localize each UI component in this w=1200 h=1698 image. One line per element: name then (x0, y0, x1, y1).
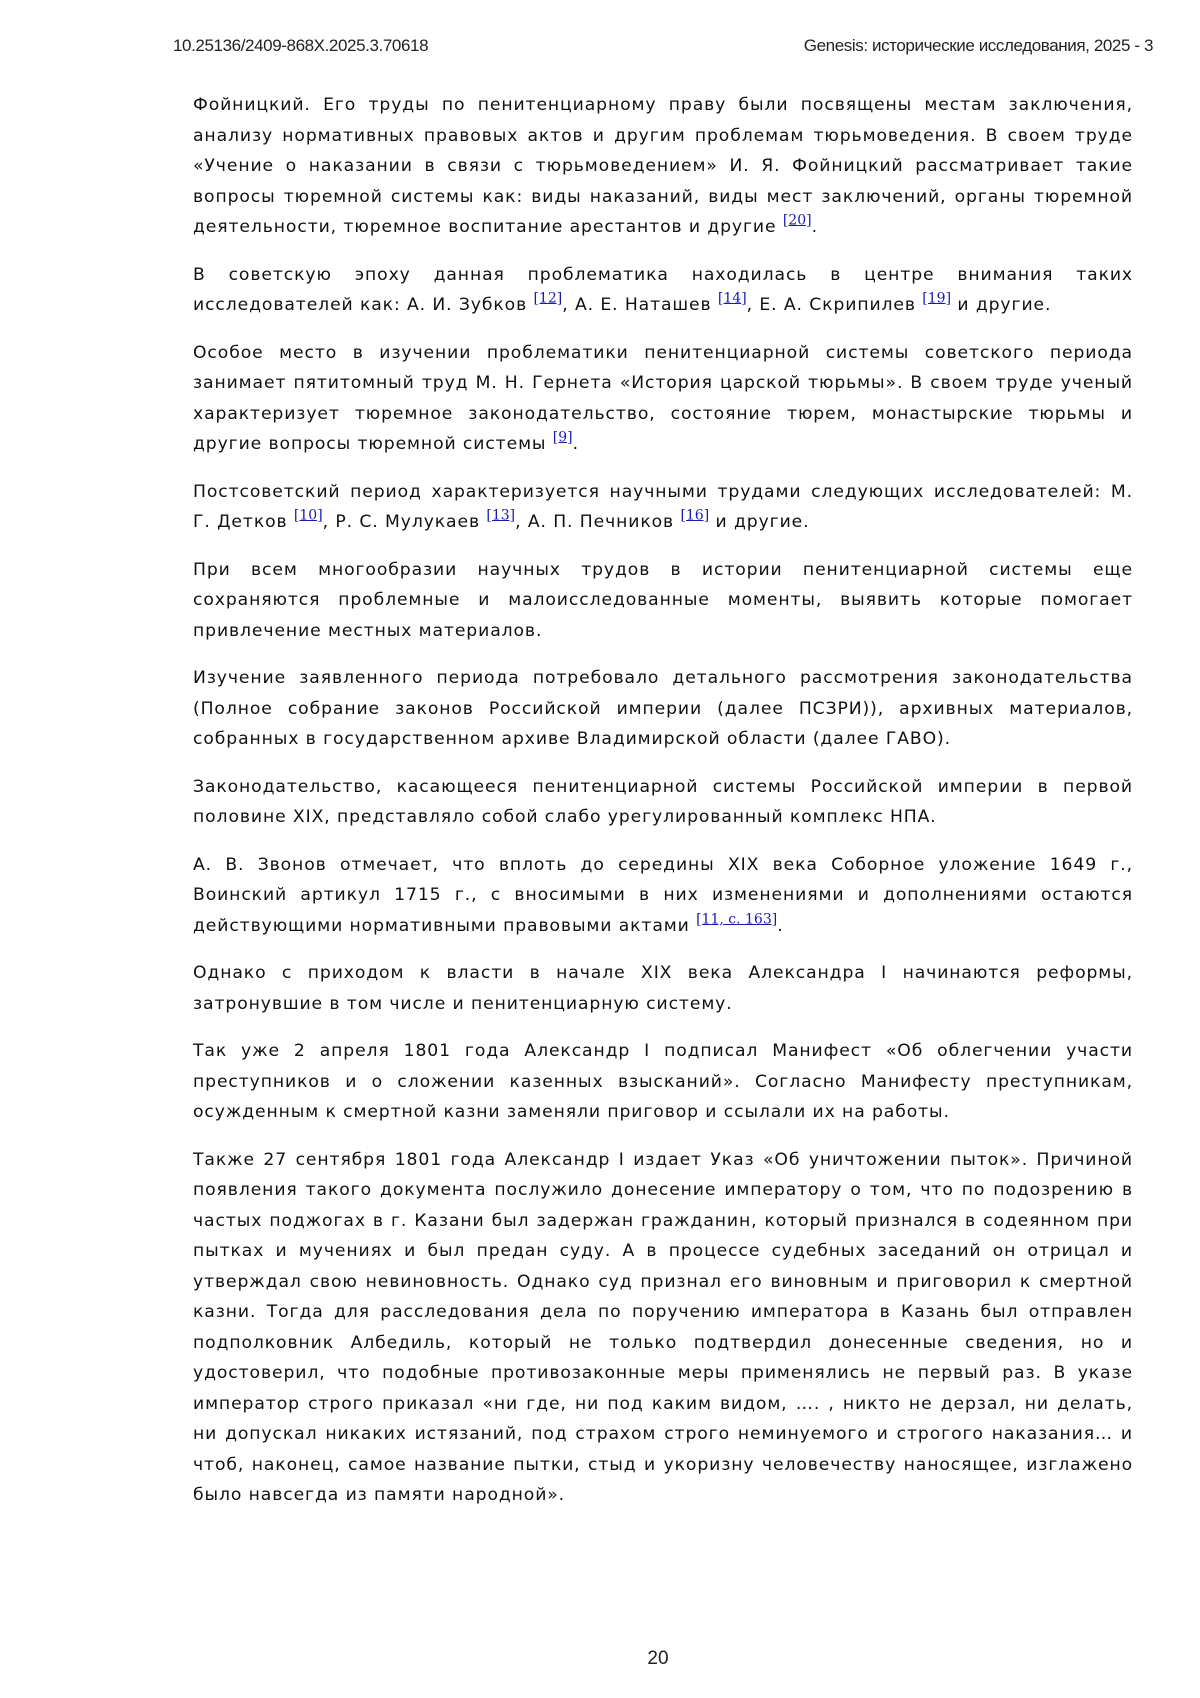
paragraph-text: Однако с приходом к власти в начале XIX века Александра I начинаются реформы, затронувшие в том числе и пенитенциарную систему. (193, 963, 1133, 1014)
paragraph-text: , А. П. Печников (515, 512, 681, 532)
paragraph (193, 90, 1133, 243)
paragraph-text: Особое место в изучении проблематики пенитенциарной системы советского периода занимает пятитомный труд М. Н. Гернета «История царской тюрьмы». В своем труде ученый характеризует тюремное законодательство, состояние тюрем, монастырские тюрьмы и другие вопросы тюремной системы (193, 342, 1133, 454)
paragraph (193, 663, 1133, 755)
paragraph-text: Фойницкий. Его труды по пенитенциарному праву были посвящены местам заключения, анализу нормативных правовых актов и другим проблемам тюрьмоведения. В своем труде «Учение о наказании в связи с тюрьмоведением» И. Я. Фойницкий рассматривает такие вопросы тюремной системы как: виды наказаний, виды мест заключений, органы тюремной деятельности, тюремное воспитание арестантов и другие (193, 95, 1133, 237)
journal-header: Genesis: исторические исследования, 2025 - 3 (803, 36, 1153, 55)
paragraph-text: Так уже 2 апреля 1801 года Александр I подписал Манифест «Об облегчении участи преступников и о сложении казенных взысканий». Согласно Манифесту преступникам, осужденным к смертной казни заменяли приговор и ссылали их на работы. (193, 1041, 1133, 1122)
paragraph-text: При всем многообразии научных трудов в истории пенитенциарной системы еще сохраняются проблемные и малоисследованные моменты, выявить которые помогает привлечение местных материалов. (193, 559, 1133, 641)
article-body (193, 90, 1133, 1528)
citation-link[interactable]: [11, с. 163] (696, 910, 778, 927)
paragraph (193, 772, 1133, 833)
paragraph (193, 850, 1133, 942)
paragraph-text: , А. Е. Наташев (562, 295, 718, 315)
paragraph (193, 338, 1133, 460)
citation-link[interactable]: [10] (293, 507, 323, 524)
doi-header: 10.25136/2409-868X.2025.3.70618 (173, 36, 429, 55)
paragraph (193, 1145, 1133, 1511)
citation-link[interactable]: [19] (922, 290, 952, 307)
paragraph-text: . (811, 217, 818, 237)
paragraph (193, 555, 1133, 647)
paragraph-text: Законодательство, касающееся пенитенциарной системы Российской империи в первой половине XIX, представляло собой слабо урегулированный комплекс НПА. (193, 776, 1133, 827)
paragraph-text: Изучение заявленного периода потребовало детального рассмотрения законодательства (Полное собрание законов Российской империи (далее ПСЗРИ)), архивных материалов, собранных в государственном архиве Владимирской области (далее ГАВО). (193, 668, 1133, 749)
paragraph-text: Также 27 сентября 1801 года Александр I издает Указ «Об уничтожении пыток». Причиной появления такого документа послужило донесение императору о том, что по подозрению в частых поджогах в г. Казани был задержан гражданин, который признался в содеянном при пытках и мучениях и был предан суду. А в процессе судебных заседаний он отрицал и утверждал свою невиновность. Однако суд признал его виновным и приговорил к смертной казни. Тогда для расследования дела по поручению императора в Казань был отправлен подполковник Албедиль, который не только подтвердил донесенные сведения, но и удостоверил, что подобные противозаконные меры применялись не первый раз. В указе император строго приказал «ни где, ни под каким видом, …. , никто не дерзал, ни делать, ни допускал никаких истязаний, под страхом строго неминуемого и строгого наказания… и чтоб, наконец, самое название пытки, стыд и укоризну человечеству наносящее, изглажено было навсегда из памяти народной». (193, 1149, 1133, 1505)
paragraph-text: , Е. А. Скрипилев (746, 295, 923, 315)
paragraph-text: , Р. С. Мулукаев (322, 512, 487, 532)
citation-link[interactable]: [14] (717, 290, 747, 307)
citation-link[interactable]: [12] (533, 290, 563, 307)
paragraph-text: В советскую эпоху данная проблематика находилась в центре внимания таких исследователей как: А. И. Зубков (193, 264, 1133, 315)
paragraph (193, 477, 1133, 538)
paragraph-text: и другие. (709, 512, 810, 532)
citation-link[interactable]: [16] (680, 507, 710, 524)
paragraph-text: . (777, 915, 784, 936)
paragraph (193, 1036, 1133, 1128)
paragraph (193, 958, 1133, 1019)
paragraph-text: . (572, 434, 579, 454)
page-number: 20 (647, 1648, 669, 1669)
paragraph-text: Постсоветский период характеризуется научными трудами следующих исследователей: М. Г. Детков (193, 481, 1133, 532)
citation-link[interactable]: [20] (782, 212, 812, 229)
paragraph-text: и другие. (951, 295, 1052, 315)
citation-link[interactable]: [9] (552, 429, 573, 446)
paragraph (193, 260, 1133, 321)
paragraph-text: А. В. Звонов отмечает, что вплоть до середины XIX века Соборное уложение 1649 г., Воинский артикул 1715 г., с вносимыми в них изменениями и дополнениями остаются действующими нормативными правовыми актами (193, 854, 1133, 936)
citation-link[interactable]: [13] (486, 507, 516, 524)
